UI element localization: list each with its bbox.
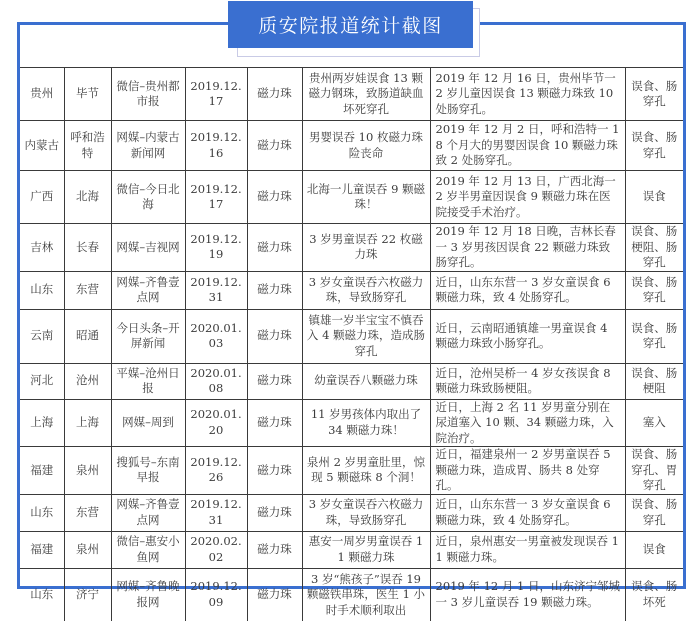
injury-result-cell: 误食 bbox=[625, 531, 683, 568]
table-row bbox=[20, 568, 683, 621]
city-cell: 北海 bbox=[64, 171, 111, 224]
province-cell: 河北 bbox=[20, 363, 64, 399]
injury-result-cell: 误食、肠穿孔、胃穿孔 bbox=[625, 447, 683, 495]
product-type-cell: 磁力珠 bbox=[247, 447, 302, 495]
province-cell: 福建 bbox=[20, 447, 64, 495]
summary-cell: 2019 年 12 月 2 日，呼和浩特一 18 个月大的男婴因误食 10 颗磁力珠致 2 处肠穿孔。 bbox=[430, 121, 625, 171]
report-frame bbox=[17, 22, 686, 589]
province-cell: 云南 bbox=[20, 309, 64, 363]
province-cell: 福建 bbox=[20, 531, 64, 568]
page-title bbox=[228, 1, 473, 48]
table-row bbox=[20, 531, 683, 568]
injury-result-cell: 误食、肠梗阻、肠穿孔 bbox=[625, 224, 683, 272]
report-date-cell: 2020.02.02 bbox=[185, 531, 247, 568]
report-date-cell: 2020.01.20 bbox=[185, 399, 247, 447]
media-source-cell: 微信–惠安小鱼网 bbox=[111, 531, 185, 568]
table-row bbox=[20, 271, 683, 309]
city-cell: 呼和浩特 bbox=[64, 121, 111, 171]
city-cell: 毕节 bbox=[64, 68, 111, 121]
headline-cell: 3 岁女童误吞六枚磁力珠，导致肠穿孔 bbox=[302, 494, 430, 531]
province-cell: 内蒙古 bbox=[20, 121, 64, 171]
report-date-cell: 2019.12.19 bbox=[185, 224, 247, 272]
summary-cell: 近日，山东东营一 3 岁女童误食 6 颗磁力珠，致 4 处肠穿孔。 bbox=[430, 271, 625, 309]
city-cell: 沧州 bbox=[64, 363, 111, 399]
headline-cell: 男婴误吞 10 枚磁力珠险丧命 bbox=[302, 121, 430, 171]
injury-result-cell: 误食、肠穿孔 bbox=[625, 68, 683, 121]
city-cell: 东营 bbox=[64, 271, 111, 309]
summary-cell: 2019 年 12 月 13 日，广西北海一 2 岁半男童因误食 9 颗磁力珠在医院接受手术治疗。 bbox=[430, 171, 625, 224]
injury-result-cell: 误食、肠穿孔 bbox=[625, 309, 683, 363]
headline-cell: 3 岁男童误吞 22 枚磁力珠 bbox=[302, 224, 430, 272]
headline-cell: 贵州两岁娃误食 13 颗磁力钢珠，致肠道缺血坏死穿孔 bbox=[302, 68, 430, 121]
province-cell: 山东 bbox=[20, 494, 64, 531]
headline-cell: 惠安一周岁男童误吞 11 颗磁力珠 bbox=[302, 531, 430, 568]
report-date-cell: 2020.01.03 bbox=[185, 309, 247, 363]
media-source-cell: 搜狐号–东南早报 bbox=[111, 447, 185, 495]
city-cell: 泉州 bbox=[64, 447, 111, 495]
summary-cell: 近日，上海 2 名 11 岁男童分别在尿道塞入 10 颗、34 颗磁力珠，入院治疗。 bbox=[430, 399, 625, 447]
product-type-cell: 磁力珠 bbox=[247, 171, 302, 224]
province-cell: 广西 bbox=[20, 171, 64, 224]
media-source-cell: 网媒–内蒙古新闻网 bbox=[111, 121, 185, 171]
report-date-cell: 2020.01.08 bbox=[185, 363, 247, 399]
report-date-cell: 2019.12.26 bbox=[185, 447, 247, 495]
table-row bbox=[20, 224, 683, 272]
table-row bbox=[20, 68, 683, 121]
injury-result-cell: 塞入 bbox=[625, 399, 683, 447]
summary-cell: 2019 年 12 月 1 日，山东济宁邹城一 3 岁儿童误吞 19 颗磁力珠。 bbox=[430, 568, 625, 621]
summary-cell: 2019 年 12 月 18 日晚，吉林长春一 3 岁男孩因误食 22 颗磁力珠致肠穿孔。 bbox=[430, 224, 625, 272]
injury-result-cell: 误食、肠坏死 bbox=[625, 568, 683, 621]
headline-cell: 11 岁男孩体内取出了 34 颗磁力珠！ bbox=[302, 399, 430, 447]
city-cell: 济宁 bbox=[64, 568, 111, 621]
table-row bbox=[20, 447, 683, 495]
table-row bbox=[20, 399, 683, 447]
media-source-cell: 网媒–周到 bbox=[111, 399, 185, 447]
product-type-cell: 磁力珠 bbox=[247, 271, 302, 309]
product-type-cell: 磁力珠 bbox=[247, 363, 302, 399]
province-cell: 山东 bbox=[20, 568, 64, 621]
table-row bbox=[20, 363, 683, 399]
report-date-cell: 2019.12.31 bbox=[185, 494, 247, 531]
report-date-cell: 2019.12.31 bbox=[185, 271, 247, 309]
product-type-cell: 磁力珠 bbox=[247, 568, 302, 621]
product-type-cell: 磁力珠 bbox=[247, 309, 302, 363]
media-source-cell: 今日头条–开屏新闻 bbox=[111, 309, 185, 363]
injury-result-cell: 误食、肠穿孔 bbox=[625, 271, 683, 309]
report-date-cell: 2019.12.09 bbox=[185, 568, 247, 621]
summary-cell: 近日，山东东营一 3 岁女童误食 6 颗磁力珠，致 4 处肠穿孔。 bbox=[430, 494, 625, 531]
injury-result-cell: 误食、肠穿孔 bbox=[625, 494, 683, 531]
province-cell: 吉林 bbox=[20, 224, 64, 272]
city-cell: 长春 bbox=[64, 224, 111, 272]
report-date-cell: 2019.12.17 bbox=[185, 171, 247, 224]
table-row bbox=[20, 309, 683, 363]
province-cell: 上海 bbox=[20, 399, 64, 447]
injury-result-cell: 误食、肠梗阻 bbox=[625, 363, 683, 399]
page-title-text: 质安院报道统计截图 bbox=[258, 11, 443, 38]
product-type-cell: 磁力珠 bbox=[247, 121, 302, 171]
injury-result-cell: 误食 bbox=[625, 171, 683, 224]
media-source-cell: 微信–贵州都市报 bbox=[111, 68, 185, 121]
summary-cell: 2019 年 12 月 16 日，贵州毕节一 2 岁儿童因误食 13 颗磁力珠致 10 处肠穿孔。 bbox=[430, 68, 625, 121]
media-source-cell: 平媒–沧州日报 bbox=[111, 363, 185, 399]
media-source-cell: 网媒–吉视网 bbox=[111, 224, 185, 272]
city-cell: 东营 bbox=[64, 494, 111, 531]
product-type-cell: 磁力珠 bbox=[247, 531, 302, 568]
product-type-cell: 磁力珠 bbox=[247, 494, 302, 531]
product-type-cell: 磁力珠 bbox=[247, 68, 302, 121]
report-table bbox=[20, 67, 683, 621]
summary-cell: 近日，云南昭通镇雄一男童误食 4 颗磁力珠致小肠穿孔。 bbox=[430, 309, 625, 363]
summary-cell: 近日，泉州惠安一男童被发现误吞 11 颗磁力珠。 bbox=[430, 531, 625, 568]
injury-result-cell: 误食、肠穿孔 bbox=[625, 121, 683, 171]
province-cell: 山东 bbox=[20, 271, 64, 309]
product-type-cell: 磁力珠 bbox=[247, 224, 302, 272]
media-source-cell: 微信–今日北海 bbox=[111, 171, 185, 224]
table-row bbox=[20, 494, 683, 531]
summary-cell: 近日，沧州吴桥一 4 岁女孩误食 8 颗磁力珠致肠梗阻。 bbox=[430, 363, 625, 399]
headline-cell: 幼童误吞八颗磁力珠 bbox=[302, 363, 430, 399]
city-cell: 泉州 bbox=[64, 531, 111, 568]
report-date-cell: 2019.12.17 bbox=[185, 68, 247, 121]
table-row bbox=[20, 121, 683, 171]
headline-cell: 镇雄一岁半宝宝不慎吞入 4 颗磁力珠，造成肠穿孔 bbox=[302, 309, 430, 363]
city-cell: 上海 bbox=[64, 399, 111, 447]
city-cell: 昭通 bbox=[64, 309, 111, 363]
report-date-cell: 2019.12.16 bbox=[185, 121, 247, 171]
product-type-cell: 磁力珠 bbox=[247, 399, 302, 447]
headline-cell: 3 岁女童误吞六枚磁力珠，导致肠穿孔 bbox=[302, 271, 430, 309]
summary-cell: 近日，福建泉州一 2 岁男童误吞 5 颗磁力珠，造成胃、肠共 8 处穿孔。 bbox=[430, 447, 625, 495]
media-source-cell: 网媒–齐鲁壹点网 bbox=[111, 271, 185, 309]
province-cell: 贵州 bbox=[20, 68, 64, 121]
report-table-body bbox=[20, 68, 683, 621]
media-source-cell: 网媒–齐鲁壹点网 bbox=[111, 494, 185, 531]
table-row bbox=[20, 171, 683, 224]
media-source-cell: 网媒–齐鲁晚报网 bbox=[111, 568, 185, 621]
headline-cell: 泉州 2 岁男童肚里，惊现 5 颗磁珠 8 个洞！ bbox=[302, 447, 430, 495]
headline-cell: 3 岁“熊孩子”误吞 19 颗磁铁串珠，医生 1 小时手术顺利取出 bbox=[302, 568, 430, 621]
headline-cell: 北海一儿童误吞 9 颗磁珠！ bbox=[302, 171, 430, 224]
